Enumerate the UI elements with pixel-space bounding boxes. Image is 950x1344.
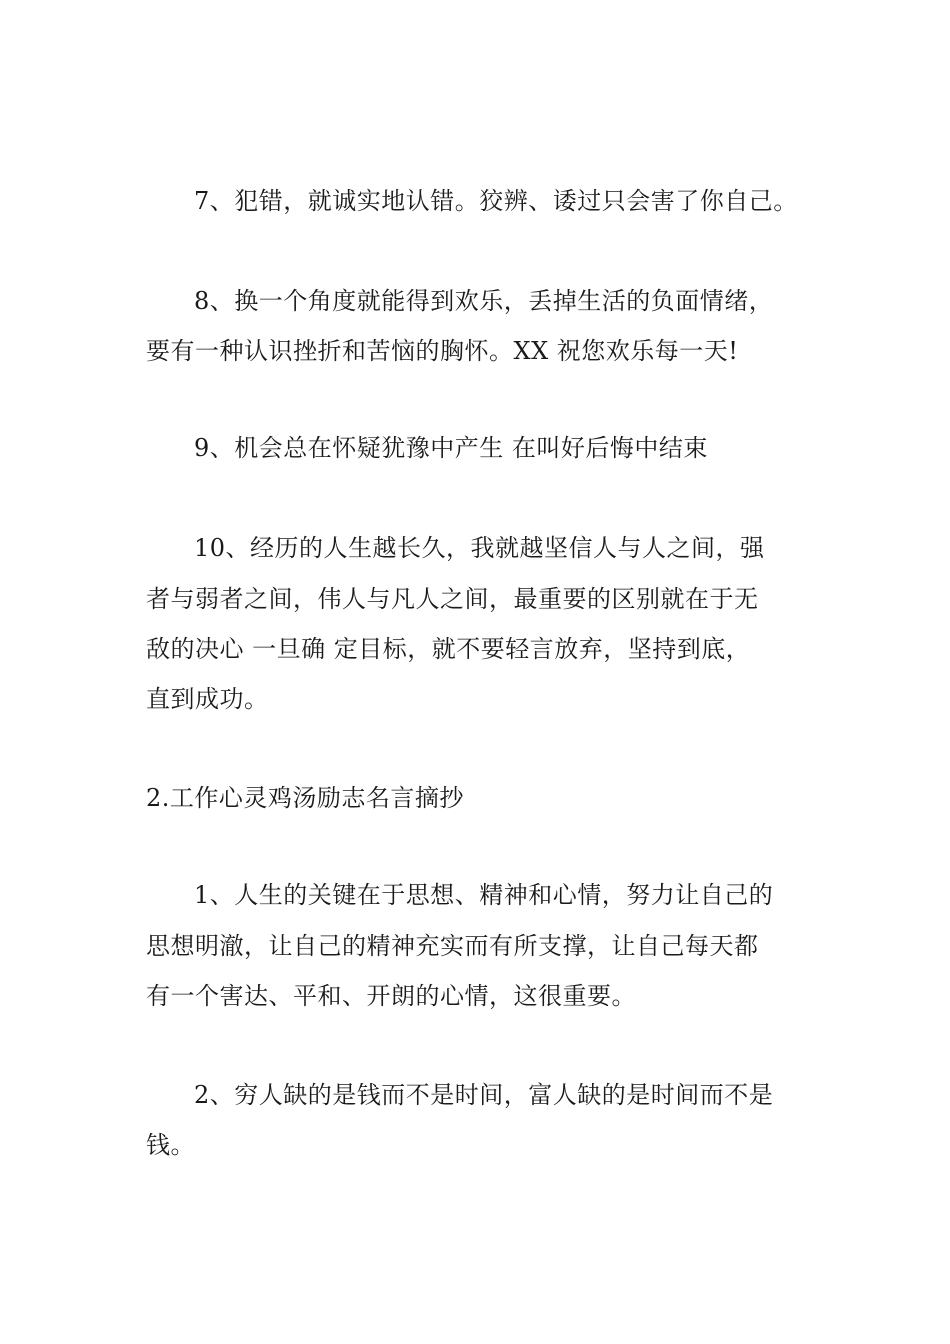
section2-quote-2-line-2: 钱。 <box>146 1131 195 1159</box>
quote-10-line-2: 者与弱者之间，伟人与凡人之间，最重要的区别就在于无 <box>146 585 759 613</box>
section2-quote-1-line-2: 思想明澈，让自己的精神充实而有所支撑，让自己每天都 <box>146 932 759 960</box>
quote-10-line-1: 10、经历的人生越长久，我就越坚信人与人之间，强 <box>194 534 765 562</box>
quote-8-line-2: 要有一种认识挫折和苦恼的胸怀。XX 祝您欢乐每一天! <box>146 337 739 365</box>
section2-quote-2-line-1: 2、穷人缺的是钱而不是时间，富人缺的是时间而不是 <box>194 1081 774 1109</box>
quote-8-line-1: 8、换一个角度就能得到欢乐，丢掉生活的负面情绪， <box>194 287 774 315</box>
section-heading: 2.工作心灵鸡汤励志名言摘抄 <box>146 784 464 812</box>
quote-10-line-3: 敌的决心 一旦确 定目标，就不要轻言放弃，坚持到底， <box>146 635 751 663</box>
section2-quote-1-line-1: 1、人生的关键在于思想、精神和心情，努力让自己的 <box>194 881 774 909</box>
quote-10-line-4: 直到成功。 <box>146 685 269 713</box>
quote-9-line-1: 9、机会总在怀疑犹豫中产生 在叫好后悔中结束 <box>194 434 708 462</box>
quote-7-line-1: 7、犯错，就诚实地认错。狡辨、诿过只会害了你自己。 <box>194 187 798 215</box>
section2-quote-1-line-3: 有一个害达、平和、开朗的心情，这很重要。 <box>146 982 636 1010</box>
